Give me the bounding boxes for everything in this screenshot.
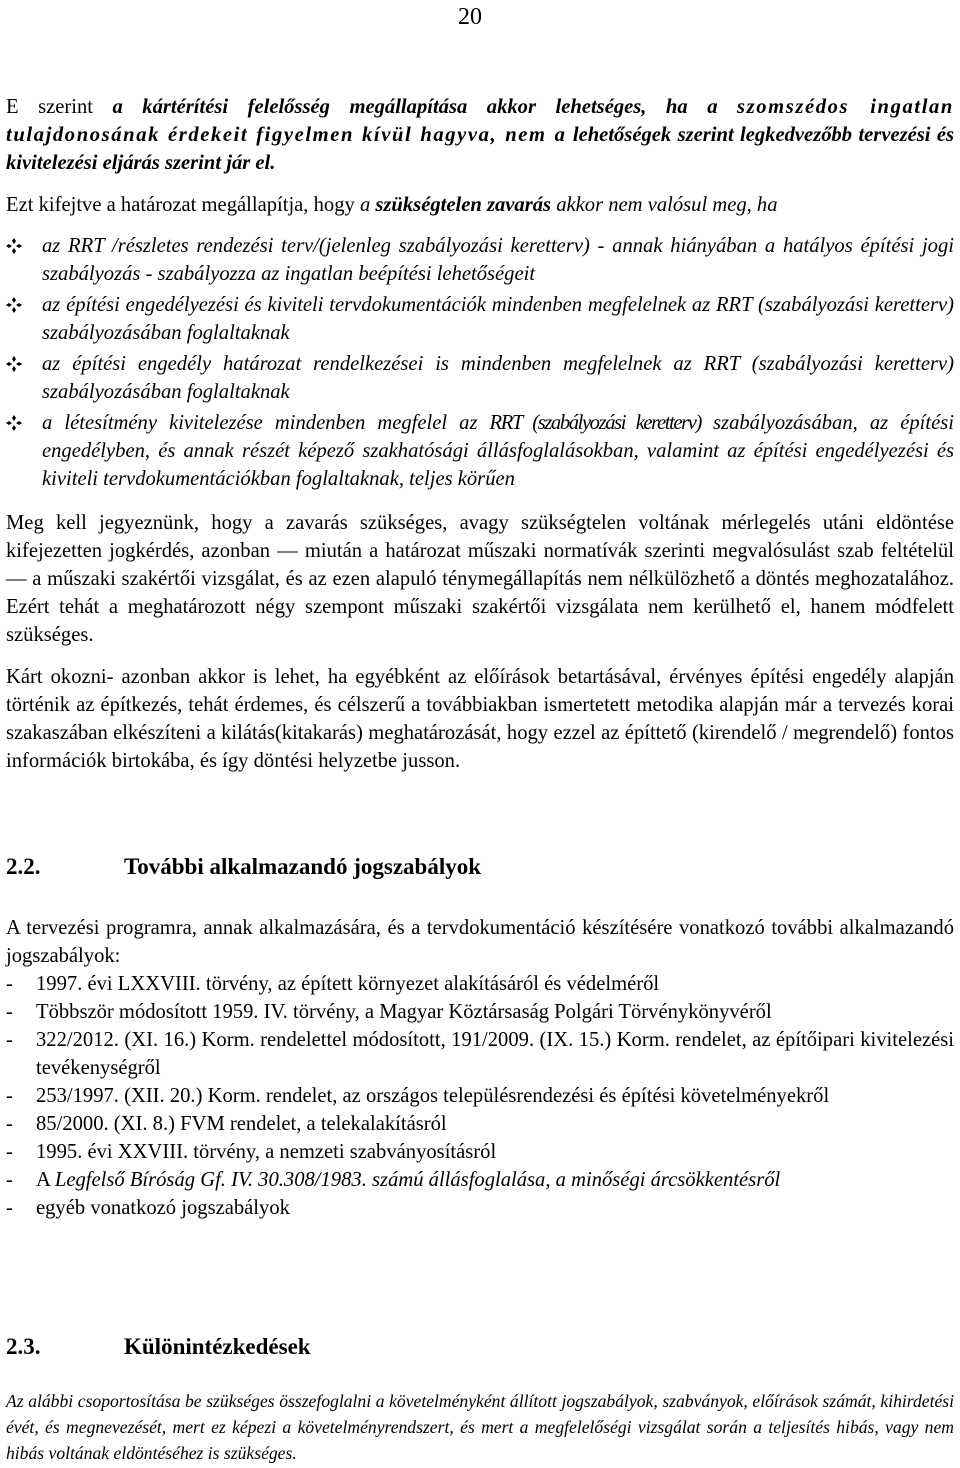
condition-item xyxy=(6,291,954,347)
law-item xyxy=(6,1110,954,1138)
dash-marker: - xyxy=(6,973,13,995)
section-title: Különintézkedések xyxy=(124,1334,311,1359)
page-number: 20 xyxy=(458,4,482,30)
law-text: Többször módosított 1959. IV. törvény, a Magyar Köztársaság Polgári Törvénykönyvéről xyxy=(36,1001,772,1023)
lead-part-1: Ezt kifejtve a határozat megállapítja, hogy xyxy=(6,194,360,216)
four-diamond-bullet-icon xyxy=(6,297,22,313)
section-title: További alkalmazandó jogszabályok xyxy=(124,854,482,879)
condition-item xyxy=(6,232,954,288)
law-item xyxy=(6,1166,954,1194)
dash-marker: - xyxy=(6,1113,13,1135)
paragraph-meg-kell: Meg kell jegyeznünk, hogy a zavarás szükséges, avagy szükségtelen voltának mérlegelés utáni eldöntése kifejezetten jogkérdés, azonban — miután a határozat műszaki normatívák szerinti megvalósulást szab feltételül — a műszaki szakértői vizsgálat, és az ezen alapuló ténymegállapítás nem nélkülözhető a döntés meghozatalához. Ezért tehát a meghatározott négy szempont műszaki szakértői vizsgálata nem kerülhető el, hanem módfelett szükséges. xyxy=(6,512,954,646)
condition-text: az építési engedély határozat rendelkezései is mindenben megfelelnek az RRT (szabályozási keretterv) szabályozásában foglaltaknak xyxy=(42,353,954,403)
dash-marker: - xyxy=(6,1169,13,1191)
laws-intro: A tervezési programra, annak alkalmazására, és a tervdokumentáció készítésére vonatkozó további alkalmazandó jogszabályok: xyxy=(6,917,954,967)
section-number: 2.3. xyxy=(6,1334,41,1359)
condition-text-part-3: szabályozásában, az építési engedélyben, és annak részét képező szakhatósági állásfoglalásokban, valamint az építési engedélyezési és kiviteli tervdokumentációkban foglaltaknak, teljes körűen xyxy=(42,412,954,490)
condition-item xyxy=(6,350,954,406)
law-item xyxy=(6,998,954,1026)
laws-section xyxy=(6,914,954,1222)
lead-part-3: szükségtelen zavarás xyxy=(375,194,552,216)
law-item xyxy=(6,1026,954,1082)
law-text-part-2: Legfelső Bíróság Gf. IV. 30.308/1983. számú állásfoglalása, a minőségi árcsökkentésről xyxy=(54,1169,781,1191)
law-text: 85/2000. (XI. 8.) FVM rendelet, a telekalakításról xyxy=(36,1113,447,1135)
four-diamond-bullet-icon xyxy=(6,356,22,372)
law-item xyxy=(6,970,954,998)
condition-item xyxy=(6,409,954,493)
condition-text: az RRT /részletes rendezési terv/(jelenleg szabályozási keretterv) - annak hiányában a hatályos építési jogi szabályozás - szabályozza az ingatlan beépítési lehetőségeit xyxy=(42,235,954,285)
condition-text: az építési engedélyezési és kiviteli tervdokumentációk mindenben megfelelnek az RRT (szabályozási keretterv) szabályozásában foglaltaknak xyxy=(42,294,954,344)
dash-marker: - xyxy=(6,1001,13,1023)
four-diamond-bullet-icon xyxy=(6,415,22,431)
laws-list xyxy=(6,970,954,1222)
law-text-part-1: A xyxy=(36,1169,55,1191)
lead-part-4: akkor nem valósul meg, ha xyxy=(551,194,778,216)
section-2-3-text: Az alábbi csoportosítása be szükséges összefoglalni a követelményként állított jogszabályok, szabványok, előírások számát, kihirdetési évét, és megnevezését, mert ez képezi a követelményrendszert, és mert a megfelelőségi vizsgálat során a teljesítés hibás, vagy nem hibás voltának eldöntéséhez is szükséges. xyxy=(6,1391,954,1463)
law-text: 1995. évi XXVIII. törvény, a nemzeti szabványosításról xyxy=(36,1141,497,1163)
lead-paragraph xyxy=(6,191,954,219)
four-diamond-bullet-icon xyxy=(6,238,22,254)
law-item xyxy=(6,1082,954,1110)
section-number: 2.2. xyxy=(6,854,41,879)
paragraph-kart-okozni: Kárt okozni- azonban akkor is lehet, ha egyébként az előírások betartásával, érvényes építési engedély alapján történik az építkezés, tehát érdemes, és célszerű a továbbiakban ismertetett metodika alapján már a tervezés korai szakaszában elkészíteni a kilátás(kitakarás) meghatározását, hogy ezzel az építtető (kirendelő / megrendelő) fontos információk birtokába, és így döntési helyzetbe jusson. xyxy=(6,666,954,772)
law-text: 1997. évi LXXVIII. törvény, az épített környezet alakításáról és védelméről xyxy=(36,973,660,995)
intro-paragraph xyxy=(6,93,954,177)
dash-marker: - xyxy=(6,1029,13,1051)
intro-part-1: E szerint xyxy=(6,96,113,118)
dash-marker: - xyxy=(6,1085,13,1107)
law-text: 253/1997. (XII. 20.) Korm. rendelet, az országos településrendezési és építési követelményekről xyxy=(36,1085,830,1107)
section-heading-2-3 xyxy=(6,1332,311,1362)
condition-text-part-2: RRT (szabályozási keretterv) xyxy=(489,412,701,434)
intro-part-3: szomszédos ingatlan tulajdonosának érdekeit figyelmen kívül hagyva, nem a xyxy=(6,96,954,146)
lead-part-2: a xyxy=(359,194,376,216)
law-text: egyéb vonatkozó jogszabályok xyxy=(36,1197,290,1219)
condition-text-part-1: a létesítmény kivitelezése mindenben megfelel az xyxy=(42,412,490,434)
dash-marker: - xyxy=(6,1197,13,1219)
conditions-list xyxy=(6,232,954,496)
intro-part-4: lehetőségek szerint legkedvezőbb tervezési és kivitelezési eljárás szerint jár el. xyxy=(6,124,954,174)
law-item xyxy=(6,1194,954,1222)
dash-marker: - xyxy=(6,1141,13,1163)
intro-part-2: a kártérítési felelősség megállapítása akkor lehetséges, ha a xyxy=(112,96,737,118)
law-item xyxy=(6,1138,954,1166)
law-text: 322/2012. (XI. 16.) Korm. rendelettel módosított, 191/2009. (IX. 15.) Korm. rendelet, az építőipari kivitelezési tevékenységről xyxy=(36,1029,954,1079)
section-heading-2-2 xyxy=(6,852,481,882)
